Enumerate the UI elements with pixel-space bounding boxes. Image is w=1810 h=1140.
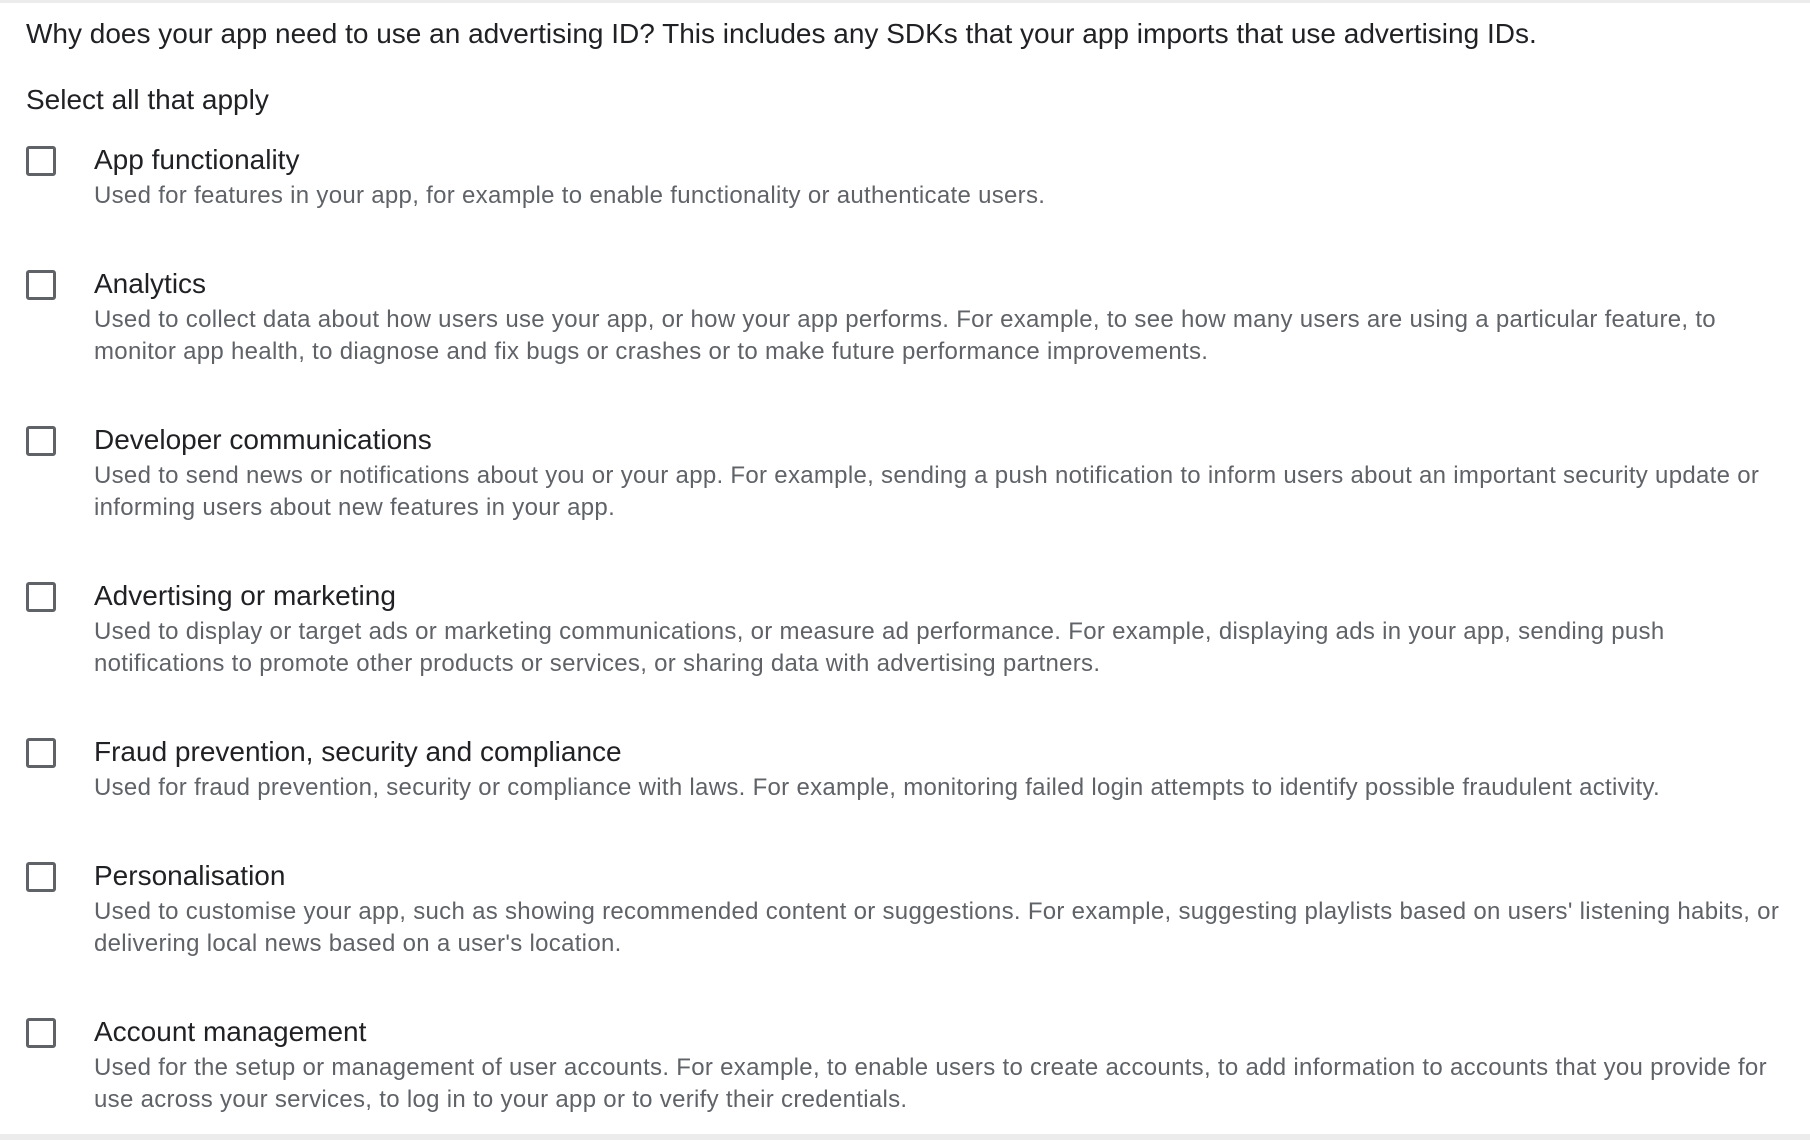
select-all-instruction: Select all that apply	[26, 84, 269, 115]
checkbox-fraud-prevention[interactable]	[26, 738, 56, 768]
option-title: Advertising or marketing	[94, 580, 396, 611]
option-title: Developer communications	[94, 424, 432, 455]
checkbox-personalisation[interactable]	[26, 862, 56, 892]
checkbox-app-functionality[interactable]	[26, 146, 56, 176]
option-description: Used to display or target ads or marketing communications, or measure ad performance. For example, displaying ads in your app, sending push notifications to promote other products or services, or sharing data with advertising partners.	[94, 618, 1665, 677]
checkbox-advertising-or-marketing[interactable]	[26, 582, 56, 612]
option-description: Used for fraud prevention, security or compliance with laws. For example, monitoring failed login attempts to identify possible fraudulent activity.	[94, 774, 1661, 801]
option-description: Used to collect data about how users use your app, or how your app performs. For example, to see how many users are using a particular feature, to monitor app health, to diagnose and fix bugs or crashes or to make future performance improvements.	[94, 306, 1716, 365]
checkbox-account-management[interactable]	[26, 1018, 56, 1048]
option-title: Personalisation	[94, 860, 286, 891]
option-description: Used to customise your app, such as showing recommended content or suggestions. For example, suggesting playlists based on users' listening habits, or delivering local news based on a user's location.	[94, 898, 1780, 957]
option-text	[94, 266, 1784, 368]
option-description: Used for the setup or management of user accounts. For example, to enable users to create accounts, to add information to accounts that you provide for use across your services, to log in to your app or to verify their credentials.	[94, 1054, 1767, 1113]
option-text	[94, 734, 1784, 804]
option-title: Analytics	[94, 268, 207, 299]
checkbox-developer-communications[interactable]	[26, 426, 56, 456]
bottom-divider	[0, 1134, 1810, 1140]
option-text	[94, 578, 1784, 680]
option-description: Used for features in your app, for example to enable functionality or authenticate users.	[94, 182, 1046, 209]
option-title: App functionality	[94, 144, 300, 175]
option-text	[94, 142, 1784, 212]
checkbox-analytics[interactable]	[26, 270, 56, 300]
option-text	[94, 1014, 1784, 1116]
option-title: Account management	[94, 1016, 367, 1047]
top-divider	[0, 0, 1810, 3]
option-title: Fraud prevention, security and compliance	[94, 736, 622, 767]
question-text: Why does your app need to use an advertising ID? This includes any SDKs that your app imports that use advertising IDs.	[26, 18, 1537, 49]
option-description: Used to send news or notifications about you or your app. For example, sending a push notification to inform users about an important security update or informing users about new features in your app.	[94, 462, 1760, 521]
option-text	[94, 858, 1784, 960]
option-text	[94, 422, 1784, 524]
